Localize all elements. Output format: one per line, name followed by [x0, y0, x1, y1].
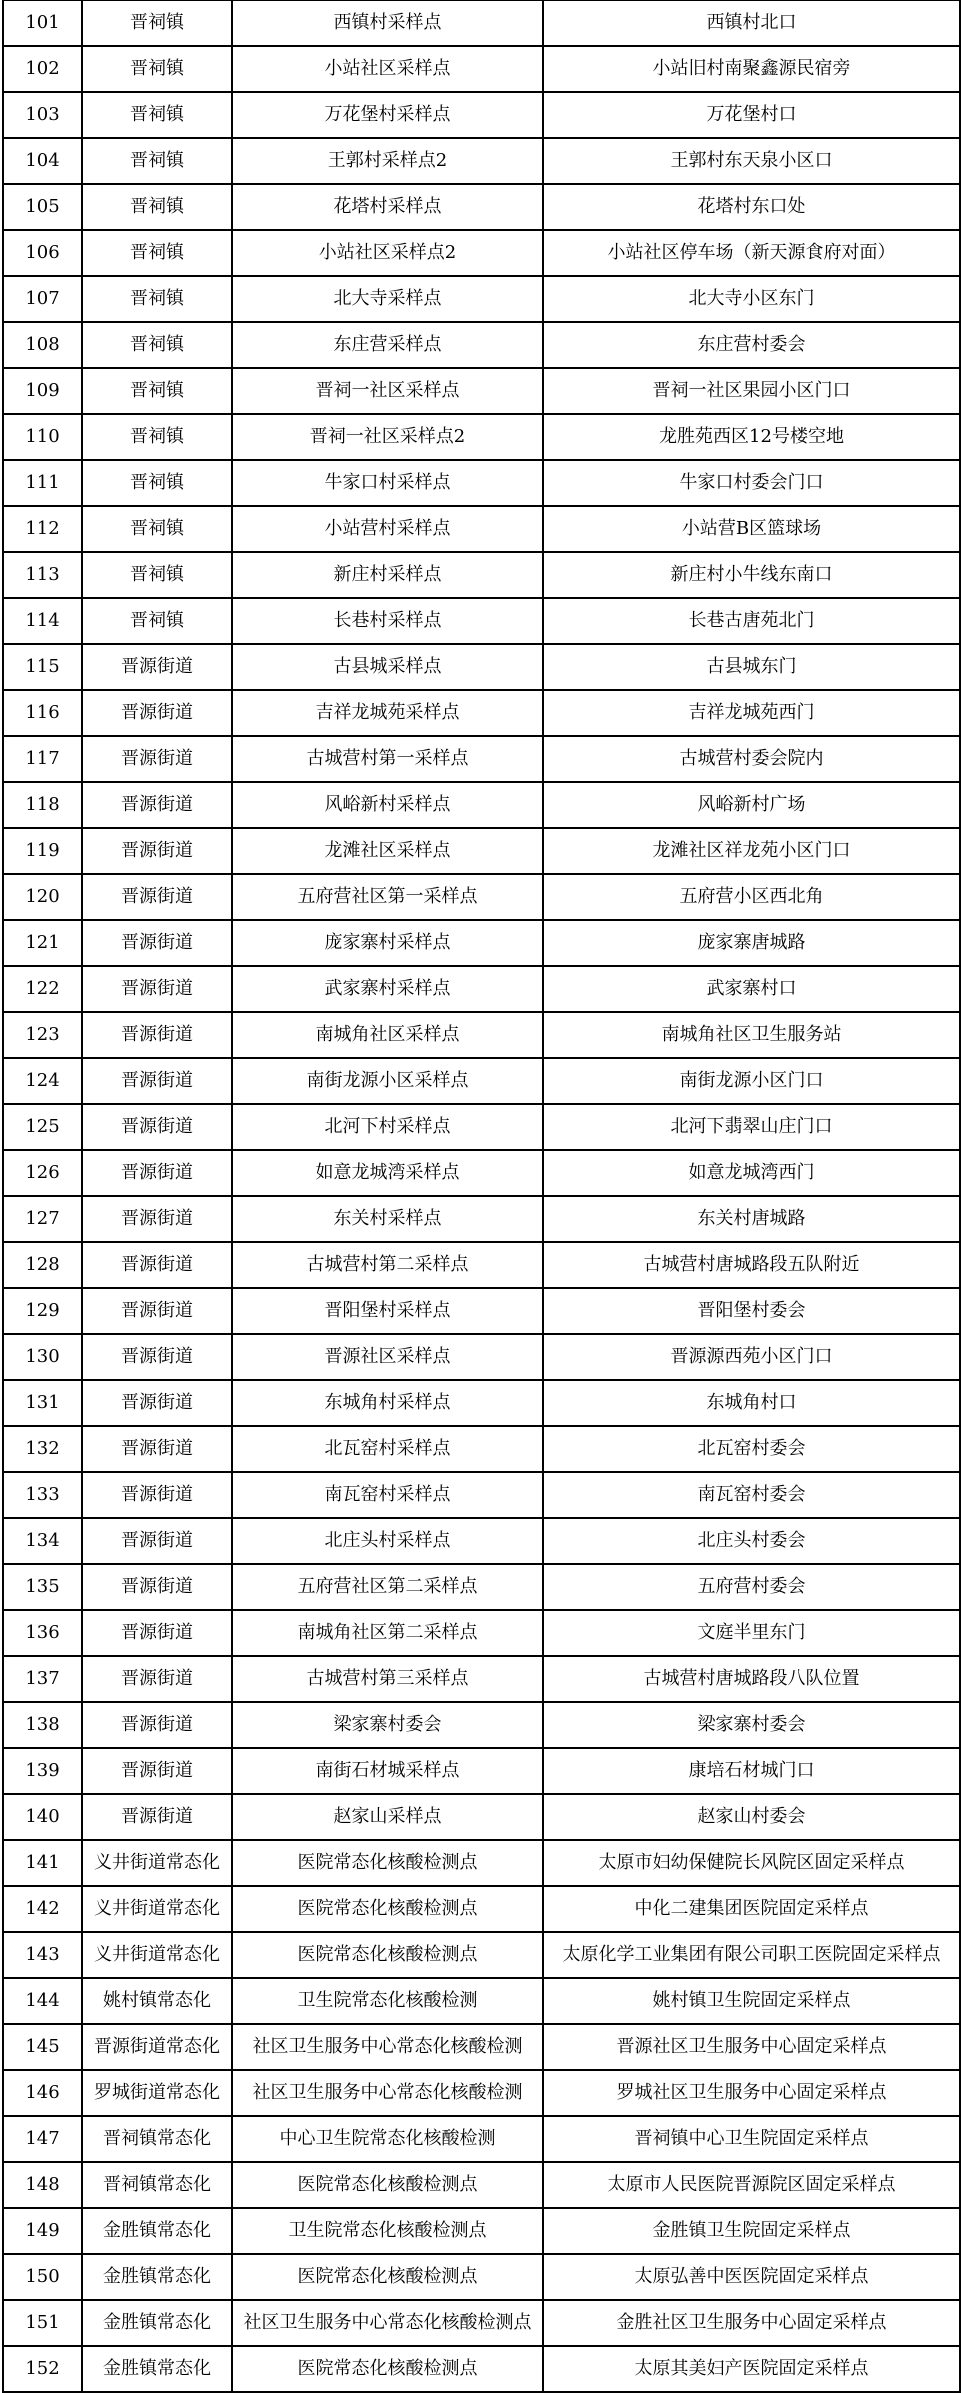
row-number-cell: 124 — [3, 1058, 82, 1104]
sampling-point-name-cell: 东城角村采样点 — [232, 1380, 543, 1426]
table-row — [3, 598, 960, 644]
sampling-point-location-cell: 王郭村东天泉小区口 — [543, 138, 960, 184]
sampling-point-location-cell: 金胜镇卫生院固定采样点 — [543, 2208, 960, 2254]
town-street-cell: 晋源街道 — [82, 1656, 232, 1702]
town-street-cell: 金胜镇常态化 — [82, 2346, 232, 2392]
sampling-point-name-cell: 南瓦窑村采样点 — [232, 1472, 543, 1518]
row-number-cell: 129 — [3, 1288, 82, 1334]
sampling-point-name-cell: 东关村采样点 — [232, 1196, 543, 1242]
row-number-cell: 152 — [3, 2346, 82, 2392]
row-number-cell: 103 — [3, 92, 82, 138]
table-row — [3, 2208, 960, 2254]
sampling-point-location-cell: 晋祠一社区果园小区门口 — [543, 368, 960, 414]
sampling-point-name-cell: 医院常态化核酸检测点 — [232, 1886, 543, 1932]
sampling-point-name-cell: 医院常态化核酸检测点 — [232, 2162, 543, 2208]
sampling-point-name-cell: 新庄村采样点 — [232, 552, 543, 598]
town-street-cell: 晋祠镇 — [82, 598, 232, 644]
table-row — [3, 1196, 960, 1242]
table-row — [3, 1518, 960, 1564]
row-number-cell: 110 — [3, 414, 82, 460]
town-street-cell: 姚村镇常态化 — [82, 1978, 232, 2024]
sampling-point-name-cell: 西镇村采样点 — [232, 0, 543, 46]
sampling-point-name-cell: 南城角社区采样点 — [232, 1012, 543, 1058]
row-number-cell: 145 — [3, 2024, 82, 2070]
table-row — [3, 368, 960, 414]
sampling-point-name-cell: 南城角社区第二采样点 — [232, 1610, 543, 1656]
sampling-point-name-cell: 社区卫生服务中心常态化核酸检测 — [232, 2024, 543, 2070]
sampling-point-name-cell: 龙滩社区采样点 — [232, 828, 543, 874]
sampling-point-location-cell: 万花堡村口 — [543, 92, 960, 138]
sampling-point-name-cell: 医院常态化核酸检测点 — [232, 1840, 543, 1886]
sampling-point-location-cell: 太原市人民医院晋源院区固定采样点 — [543, 2162, 960, 2208]
row-number-cell: 122 — [3, 966, 82, 1012]
sampling-point-location-cell: 太原弘善中医医院固定采样点 — [543, 2254, 960, 2300]
town-street-cell: 晋源街道 — [82, 1104, 232, 1150]
town-street-cell: 义井街道常态化 — [82, 1932, 232, 1978]
row-number-cell: 117 — [3, 736, 82, 782]
table-row — [3, 1932, 960, 1978]
table-row — [3, 1012, 960, 1058]
table-row — [3, 1702, 960, 1748]
town-street-cell: 义井街道常态化 — [82, 1840, 232, 1886]
table-row — [3, 322, 960, 368]
sampling-point-name-cell: 赵家山采样点 — [232, 1794, 543, 1840]
town-street-cell: 晋源街道 — [82, 1012, 232, 1058]
sampling-point-name-cell: 王郭村采样点2 — [232, 138, 543, 184]
sampling-point-location-cell: 赵家山村委会 — [543, 1794, 960, 1840]
table-row — [3, 1150, 960, 1196]
sampling-point-location-cell: 小站营B区篮球场 — [543, 506, 960, 552]
sampling-point-name-cell: 五府营社区第二采样点 — [232, 1564, 543, 1610]
town-street-cell: 义井街道常态化 — [82, 1886, 232, 1932]
town-street-cell: 晋源街道 — [82, 920, 232, 966]
row-number-cell: 141 — [3, 1840, 82, 1886]
sampling-point-location-cell: 东庄营村委会 — [543, 322, 960, 368]
town-street-cell: 晋源街道 — [82, 1702, 232, 1748]
row-number-cell: 107 — [3, 276, 82, 322]
row-number-cell: 148 — [3, 2162, 82, 2208]
town-street-cell: 晋祠镇 — [82, 46, 232, 92]
town-street-cell: 晋源街道 — [82, 1426, 232, 1472]
sampling-point-name-cell: 医院常态化核酸检测点 — [232, 2254, 543, 2300]
sampling-point-name-cell: 南街石材城采样点 — [232, 1748, 543, 1794]
sampling-point-location-cell: 龙胜苑西区12号楼空地 — [543, 414, 960, 460]
sampling-point-name-cell: 晋源社区采样点 — [232, 1334, 543, 1380]
table-row — [3, 1564, 960, 1610]
table-row — [3, 1058, 960, 1104]
sampling-point-location-cell: 西镇村北口 — [543, 0, 960, 46]
town-street-cell: 晋祠镇 — [82, 184, 232, 230]
sampling-point-name-cell: 花塔村采样点 — [232, 184, 543, 230]
sampling-point-name-cell: 小站营村采样点 — [232, 506, 543, 552]
sampling-point-location-cell: 北庄头村委会 — [543, 1518, 960, 1564]
table-row — [3, 1748, 960, 1794]
row-number-cell: 131 — [3, 1380, 82, 1426]
sampling-point-name-cell: 中心卫生院常态化核酸检测 — [232, 2116, 543, 2162]
row-number-cell: 115 — [3, 644, 82, 690]
row-number-cell: 130 — [3, 1334, 82, 1380]
sampling-point-name-cell: 武家寨村采样点 — [232, 966, 543, 1012]
sampling-point-name-cell: 万花堡村采样点 — [232, 92, 543, 138]
sampling-points-table-body — [3, 0, 960, 2392]
sampling-point-location-cell: 牛家口村委会门口 — [543, 460, 960, 506]
town-street-cell: 晋源街道 — [82, 1196, 232, 1242]
sampling-point-location-cell: 武家寨村口 — [543, 966, 960, 1012]
sampling-point-name-cell: 北大寺采样点 — [232, 276, 543, 322]
table-row — [3, 644, 960, 690]
sampling-point-location-cell: 姚村镇卫生院固定采样点 — [543, 1978, 960, 2024]
town-street-cell: 晋源街道 — [82, 736, 232, 782]
sampling-point-location-cell: 晋阳堡村委会 — [543, 1288, 960, 1334]
sampling-point-name-cell: 医院常态化核酸检测点 — [232, 1932, 543, 1978]
sampling-point-location-cell: 东关村唐城路 — [543, 1196, 960, 1242]
sampling-point-location-cell: 五府营村委会 — [543, 1564, 960, 1610]
row-number-cell: 132 — [3, 1426, 82, 1472]
row-number-cell: 121 — [3, 920, 82, 966]
town-street-cell: 晋源街道 — [82, 966, 232, 1012]
sampling-point-name-cell: 晋阳堡村采样点 — [232, 1288, 543, 1334]
town-street-cell: 晋祠镇 — [82, 230, 232, 276]
sampling-point-location-cell: 南城角社区卫生服务站 — [543, 1012, 960, 1058]
sampling-point-location-cell: 中化二建集团医院固定采样点 — [543, 1886, 960, 1932]
row-number-cell: 112 — [3, 506, 82, 552]
sampling-point-name-cell: 梁家寨村委会 — [232, 1702, 543, 1748]
sampling-point-name-cell: 古城营村第二采样点 — [232, 1242, 543, 1288]
town-street-cell: 晋源街道 — [82, 1748, 232, 1794]
sampling-points-table — [2, 0, 961, 2393]
table-row — [3, 736, 960, 782]
town-street-cell: 晋源街道 — [82, 782, 232, 828]
town-street-cell: 晋祠镇 — [82, 276, 232, 322]
row-number-cell: 144 — [3, 1978, 82, 2024]
town-street-cell: 金胜镇常态化 — [82, 2300, 232, 2346]
row-number-cell: 142 — [3, 1886, 82, 1932]
sampling-point-location-cell: 晋源社区卫生服务中心固定采样点 — [543, 2024, 960, 2070]
table-row — [3, 1794, 960, 1840]
town-street-cell: 晋源街道 — [82, 1472, 232, 1518]
sampling-point-name-cell: 古县城采样点 — [232, 644, 543, 690]
row-number-cell: 133 — [3, 1472, 82, 1518]
sampling-point-name-cell: 古城营村第三采样点 — [232, 1656, 543, 1702]
sampling-point-name-cell: 北庄头村采样点 — [232, 1518, 543, 1564]
sampling-point-name-cell: 晋祠一社区采样点2 — [232, 414, 543, 460]
sampling-point-location-cell: 龙滩社区祥龙苑小区门口 — [543, 828, 960, 874]
table-row — [3, 690, 960, 736]
sampling-point-name-cell: 晋祠一社区采样点 — [232, 368, 543, 414]
town-street-cell: 晋源街道 — [82, 1380, 232, 1426]
town-street-cell: 金胜镇常态化 — [82, 2254, 232, 2300]
row-number-cell: 143 — [3, 1932, 82, 1978]
sampling-point-name-cell: 社区卫生服务中心常态化核酸检测 — [232, 2070, 543, 2116]
sampling-point-location-cell: 南瓦窑村委会 — [543, 1472, 960, 1518]
table-row — [3, 2162, 960, 2208]
sampling-point-location-cell: 北大寺小区东门 — [543, 276, 960, 322]
table-row — [3, 138, 960, 184]
table-row — [3, 1472, 960, 1518]
sampling-point-name-cell: 如意龙城湾采样点 — [232, 1150, 543, 1196]
town-street-cell: 晋源街道 — [82, 874, 232, 920]
sampling-point-location-cell: 新庄村小牛线东南口 — [543, 552, 960, 598]
table-row — [3, 874, 960, 920]
town-street-cell: 晋源街道 — [82, 1150, 232, 1196]
table-row — [3, 1610, 960, 1656]
table-row — [3, 1886, 960, 1932]
sampling-point-location-cell: 南街龙源小区门口 — [543, 1058, 960, 1104]
table-row — [3, 2300, 960, 2346]
table-row — [3, 828, 960, 874]
row-number-cell: 123 — [3, 1012, 82, 1058]
sampling-point-name-cell: 南街龙源小区采样点 — [232, 1058, 543, 1104]
town-street-cell: 晋源街道 — [82, 1518, 232, 1564]
row-number-cell: 125 — [3, 1104, 82, 1150]
table-row — [3, 920, 960, 966]
town-street-cell: 晋源街道常态化 — [82, 2024, 232, 2070]
row-number-cell: 114 — [3, 598, 82, 644]
town-street-cell: 晋祠镇 — [82, 414, 232, 460]
sampling-point-location-cell: 花塔村东口处 — [543, 184, 960, 230]
sampling-point-location-cell: 梁家寨村委会 — [543, 1702, 960, 1748]
sampling-point-location-cell: 东城角村口 — [543, 1380, 960, 1426]
town-street-cell: 晋源街道 — [82, 644, 232, 690]
table-row — [3, 2116, 960, 2162]
town-street-cell: 晋祠镇 — [82, 138, 232, 184]
row-number-cell: 149 — [3, 2208, 82, 2254]
row-number-cell: 116 — [3, 690, 82, 736]
sampling-point-name-cell: 长巷村采样点 — [232, 598, 543, 644]
town-street-cell: 晋祠镇常态化 — [82, 2162, 232, 2208]
town-street-cell: 晋源街道 — [82, 1058, 232, 1104]
sampling-point-name-cell: 五府营社区第一采样点 — [232, 874, 543, 920]
table-row — [3, 1426, 960, 1472]
sampling-point-name-cell: 小站社区采样点2 — [232, 230, 543, 276]
town-street-cell: 金胜镇常态化 — [82, 2208, 232, 2254]
row-number-cell: 111 — [3, 460, 82, 506]
sampling-point-location-cell: 太原化学工业集团有限公司职工医院固定采样点 — [543, 1932, 960, 1978]
town-street-cell: 晋源街道 — [82, 1288, 232, 1334]
town-street-cell: 晋祠镇 — [82, 460, 232, 506]
town-street-cell: 晋祠镇 — [82, 322, 232, 368]
row-number-cell: 127 — [3, 1196, 82, 1242]
town-street-cell: 晋源街道 — [82, 690, 232, 736]
table-row — [3, 1840, 960, 1886]
row-number-cell: 120 — [3, 874, 82, 920]
row-number-cell: 109 — [3, 368, 82, 414]
row-number-cell: 101 — [3, 0, 82, 46]
table-row — [3, 552, 960, 598]
sampling-point-location-cell: 金胜社区卫生服务中心固定采样点 — [543, 2300, 960, 2346]
table-row — [3, 46, 960, 92]
town-street-cell: 晋祠镇 — [82, 0, 232, 46]
town-street-cell: 晋祠镇常态化 — [82, 2116, 232, 2162]
sampling-point-location-cell: 五府营小区西北角 — [543, 874, 960, 920]
row-number-cell: 104 — [3, 138, 82, 184]
table-row — [3, 2346, 960, 2392]
sampling-point-location-cell: 长巷古唐苑北门 — [543, 598, 960, 644]
town-street-cell: 晋源街道 — [82, 1242, 232, 1288]
table-row — [3, 2254, 960, 2300]
sampling-point-location-cell: 古城营村唐城路段五队附近 — [543, 1242, 960, 1288]
table-row — [3, 1334, 960, 1380]
row-number-cell: 139 — [3, 1748, 82, 1794]
row-number-cell: 140 — [3, 1794, 82, 1840]
sampling-point-location-cell: 小站社区停车场（新天源食府对面） — [543, 230, 960, 276]
table-row — [3, 1978, 960, 2024]
sampling-point-location-cell: 太原其美妇产医院固定采样点 — [543, 2346, 960, 2392]
row-number-cell: 151 — [3, 2300, 82, 2346]
table-row — [3, 230, 960, 276]
row-number-cell: 126 — [3, 1150, 82, 1196]
town-street-cell: 晋源街道 — [82, 1610, 232, 1656]
town-street-cell: 晋祠镇 — [82, 506, 232, 552]
table-row — [3, 184, 960, 230]
town-street-cell: 晋祠镇 — [82, 92, 232, 138]
sampling-point-name-cell: 北河下村采样点 — [232, 1104, 543, 1150]
sampling-point-name-cell: 北瓦窑村采样点 — [232, 1426, 543, 1472]
sampling-point-name-cell: 医院常态化核酸检测点 — [232, 2346, 543, 2392]
row-number-cell: 108 — [3, 322, 82, 368]
town-street-cell: 晋源街道 — [82, 1794, 232, 1840]
town-street-cell: 晋源街道 — [82, 1334, 232, 1380]
sampling-point-location-cell: 晋源源西苑小区门口 — [543, 1334, 960, 1380]
row-number-cell: 113 — [3, 552, 82, 598]
row-number-cell: 136 — [3, 1610, 82, 1656]
table-row — [3, 276, 960, 322]
sampling-point-name-cell: 卫生院常态化核酸检测 — [232, 1978, 543, 2024]
row-number-cell: 118 — [3, 782, 82, 828]
sampling-point-location-cell: 如意龙城湾西门 — [543, 1150, 960, 1196]
table-row — [3, 414, 960, 460]
sampling-point-location-cell: 文庭半里东门 — [543, 1610, 960, 1656]
sampling-point-location-cell: 小站旧村南聚鑫源民宿旁 — [543, 46, 960, 92]
sampling-point-name-cell: 小站社区采样点 — [232, 46, 543, 92]
sampling-point-location-cell: 罗城社区卫生服务中心固定采样点 — [543, 2070, 960, 2116]
sampling-point-name-cell: 东庄营采样点 — [232, 322, 543, 368]
table-row — [3, 782, 960, 828]
table-row — [3, 506, 960, 552]
sampling-point-location-cell: 康培石材城门口 — [543, 1748, 960, 1794]
town-street-cell: 晋祠镇 — [82, 552, 232, 598]
table-row — [3, 2024, 960, 2070]
row-number-cell: 134 — [3, 1518, 82, 1564]
sampling-point-location-cell: 风峪新村广场 — [543, 782, 960, 828]
sampling-point-location-cell: 古城营村委会院内 — [543, 736, 960, 782]
sampling-point-name-cell: 吉祥龙城苑采样点 — [232, 690, 543, 736]
row-number-cell: 147 — [3, 2116, 82, 2162]
table-row — [3, 2070, 960, 2116]
town-street-cell: 罗城街道常态化 — [82, 2070, 232, 2116]
table-row — [3, 460, 960, 506]
sampling-point-location-cell: 吉祥龙城苑西门 — [543, 690, 960, 736]
table-row — [3, 1242, 960, 1288]
sampling-point-name-cell: 古城营村第一采样点 — [232, 736, 543, 782]
row-number-cell: 128 — [3, 1242, 82, 1288]
sampling-point-location-cell: 北河下翡翠山庄门口 — [543, 1104, 960, 1150]
table-row — [3, 0, 960, 46]
town-street-cell: 晋祠镇 — [82, 368, 232, 414]
sampling-point-name-cell: 庞家寨村采样点 — [232, 920, 543, 966]
row-number-cell: 135 — [3, 1564, 82, 1610]
table-row — [3, 1288, 960, 1334]
sampling-point-location-cell: 庞家寨唐城路 — [543, 920, 960, 966]
row-number-cell: 137 — [3, 1656, 82, 1702]
row-number-cell: 102 — [3, 46, 82, 92]
row-number-cell: 150 — [3, 2254, 82, 2300]
sampling-point-name-cell: 卫生院常态化核酸检测点 — [232, 2208, 543, 2254]
row-number-cell: 105 — [3, 184, 82, 230]
table-row — [3, 92, 960, 138]
sampling-point-name-cell: 牛家口村采样点 — [232, 460, 543, 506]
row-number-cell: 138 — [3, 1702, 82, 1748]
table-row — [3, 966, 960, 1012]
sampling-point-location-cell: 古城营村唐城路段八队位置 — [543, 1656, 960, 1702]
table-row — [3, 1656, 960, 1702]
sampling-point-location-cell: 古县城东门 — [543, 644, 960, 690]
sampling-point-location-cell: 太原市妇幼保健院长风院区固定采样点 — [543, 1840, 960, 1886]
row-number-cell: 146 — [3, 2070, 82, 2116]
sampling-point-location-cell: 北瓦窑村委会 — [543, 1426, 960, 1472]
town-street-cell: 晋源街道 — [82, 1564, 232, 1610]
table-row — [3, 1104, 960, 1150]
table-row — [3, 1380, 960, 1426]
town-street-cell: 晋源街道 — [82, 828, 232, 874]
sampling-point-name-cell: 社区卫生服务中心常态化核酸检测点 — [232, 2300, 543, 2346]
row-number-cell: 106 — [3, 230, 82, 276]
sampling-point-name-cell: 风峪新村采样点 — [232, 782, 543, 828]
row-number-cell: 119 — [3, 828, 82, 874]
sampling-point-location-cell: 晋祠镇中心卫生院固定采样点 — [543, 2116, 960, 2162]
